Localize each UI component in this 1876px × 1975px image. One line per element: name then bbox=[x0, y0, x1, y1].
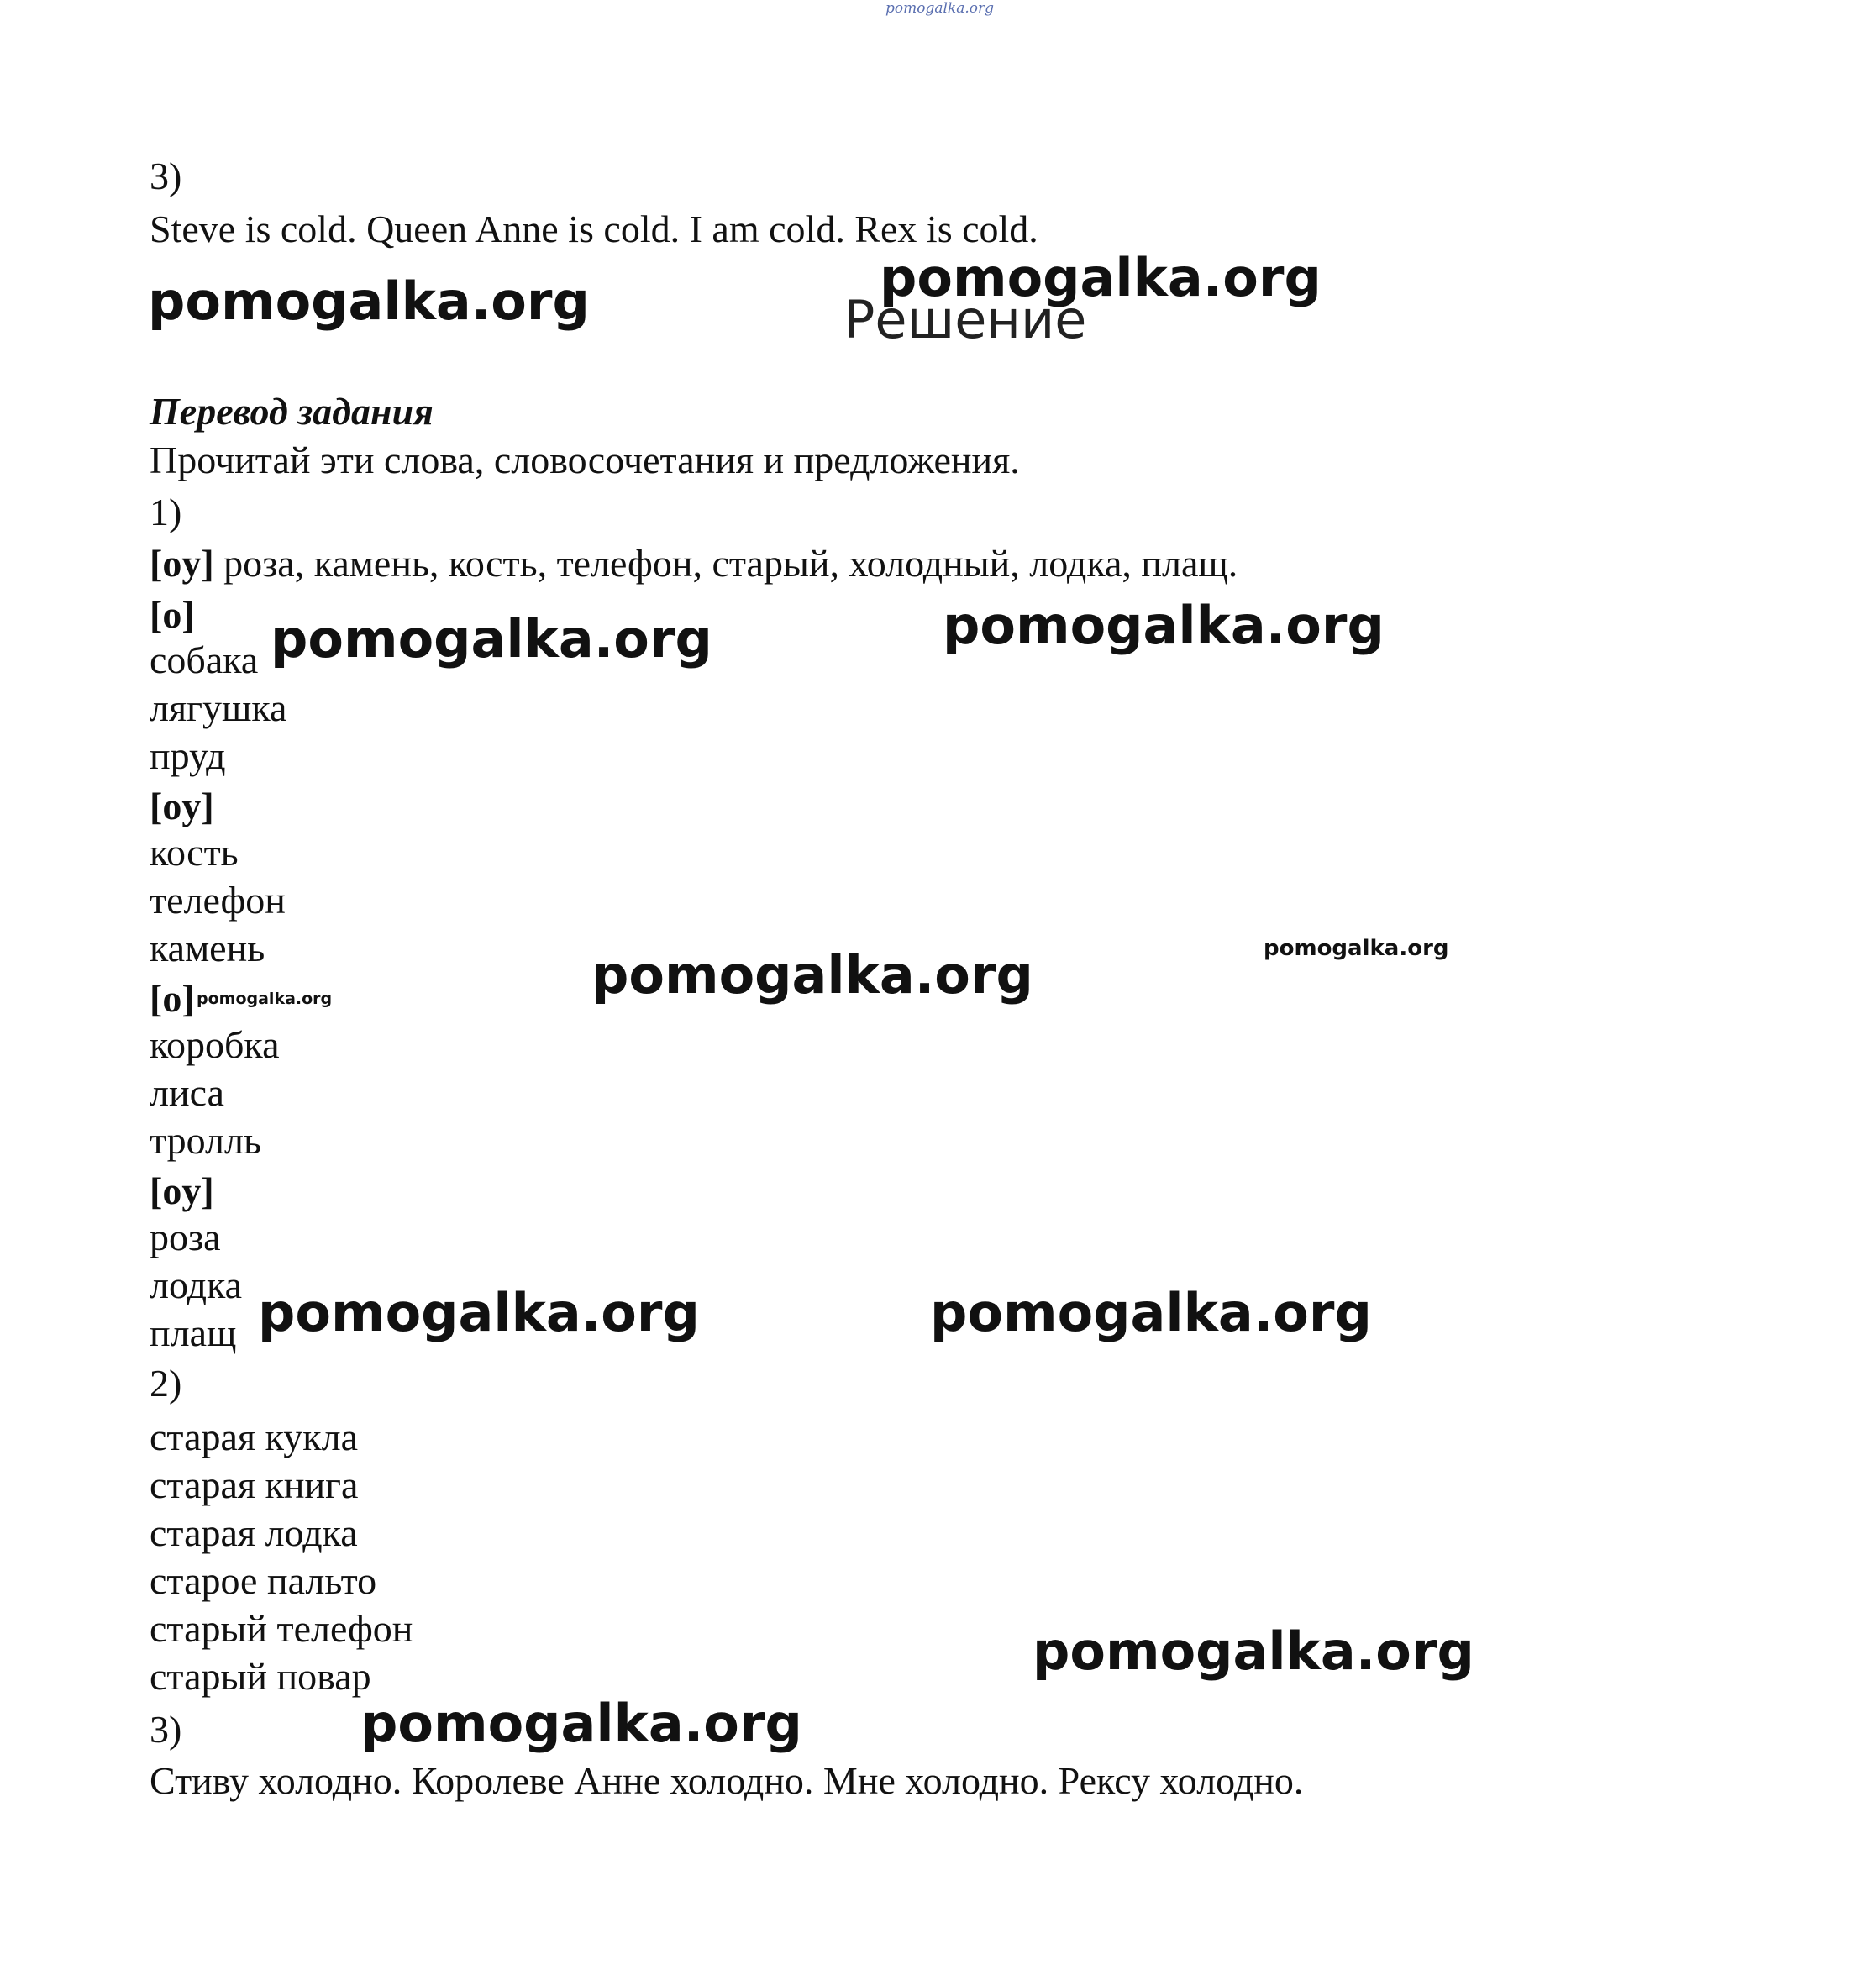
watermark: pomogalka.org bbox=[880, 247, 1322, 308]
part-3-number: 3) bbox=[150, 1708, 182, 1751]
watermark: pomogalka.org bbox=[943, 595, 1385, 656]
group-word: тролль bbox=[150, 1119, 261, 1162]
watermark: pomogalka.org bbox=[360, 1693, 802, 1754]
section-3-en-text: Steve is cold. Queen Anne is cold. I am cold. Rex is cold. bbox=[150, 207, 1038, 250]
group-word: роза bbox=[150, 1216, 221, 1258]
watermark: pomogalka.org bbox=[197, 990, 333, 1008]
watermark: pomogalka.org bbox=[1033, 1620, 1474, 1682]
group-word: пруд bbox=[150, 734, 226, 777]
part-1-number: 1) bbox=[150, 491, 182, 533]
group-word: коробка bbox=[150, 1023, 280, 1066]
phrase: старая кукла bbox=[150, 1416, 358, 1458]
group-marker: [oy] bbox=[150, 1169, 214, 1212]
translation-instruction: Прочитай эти слова, словосочетания и предложения. bbox=[150, 439, 1020, 481]
group-marker: [oy] bbox=[150, 785, 214, 827]
group-marker: [o] bbox=[150, 593, 195, 636]
group-word: лиса bbox=[150, 1071, 224, 1114]
group-word: лодка bbox=[150, 1263, 243, 1306]
group-word: кость bbox=[150, 831, 239, 874]
watermark: pomogalka.org bbox=[148, 271, 590, 332]
phrase: старый повар bbox=[150, 1655, 371, 1698]
oy-words-line bbox=[150, 541, 1238, 586]
watermark: pomogalka.org bbox=[1264, 936, 1449, 961]
group-word: камень bbox=[150, 927, 265, 969]
watermark: pomogalka.org bbox=[930, 1282, 1372, 1343]
group-word: собака bbox=[150, 638, 259, 681]
part-2-number: 2) bbox=[150, 1362, 182, 1405]
translation-heading: Перевод задания bbox=[150, 390, 434, 433]
phrase: старое пальто bbox=[150, 1559, 377, 1602]
oy-marker: [oy] bbox=[150, 542, 214, 585]
watermark: pomogalka.org bbox=[591, 944, 1033, 1006]
watermark: pomogalka.org bbox=[271, 608, 712, 670]
group-marker: [o] bbox=[150, 977, 195, 1020]
group-word: телефон bbox=[150, 879, 286, 922]
group-word: лягушка bbox=[150, 686, 287, 729]
section-number-3-en: 3) bbox=[150, 155, 182, 197]
solution-title: Решение bbox=[843, 289, 1087, 350]
watermark: pomogalka.org bbox=[258, 1282, 700, 1343]
part-3-text: Стиву холодно. Королеве Анне холодно. Мне холодно. Рексу холодно. bbox=[150, 1759, 1304, 1802]
group-word: плащ bbox=[150, 1311, 237, 1354]
phrase: старая книга bbox=[150, 1463, 359, 1506]
oy-words: роза, камень, кость, телефон, старый, холодный, лодка, плащ. bbox=[223, 542, 1238, 585]
watermark-top: pomogalka.org bbox=[885, 0, 995, 17]
phrase: старый телефон bbox=[150, 1607, 413, 1650]
phrase: старая лодка bbox=[150, 1511, 358, 1554]
